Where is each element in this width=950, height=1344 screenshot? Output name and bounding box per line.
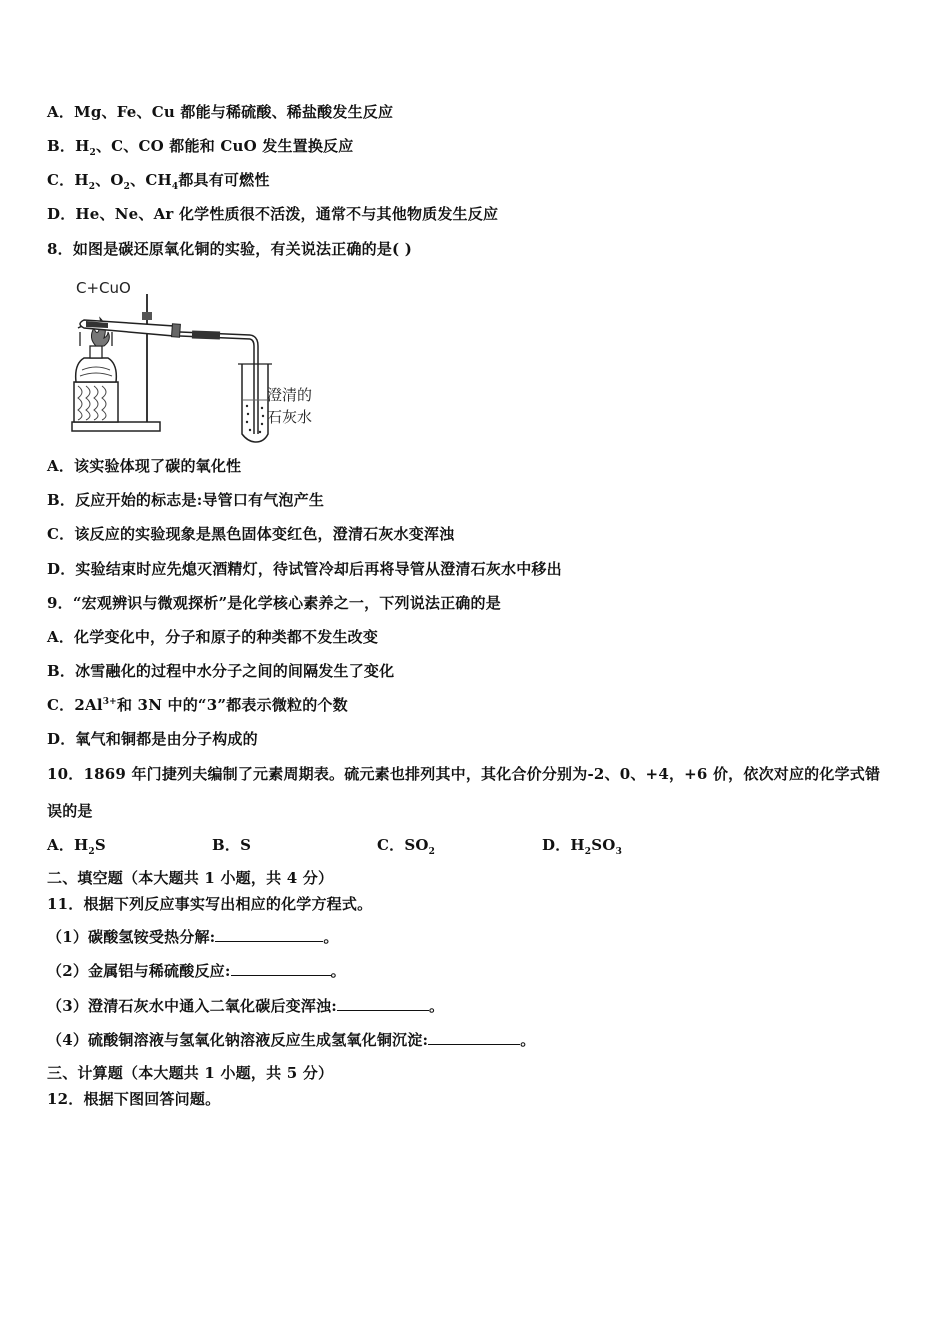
option-text: 氧气和铜都是由分子构成的 bbox=[75, 730, 258, 748]
option-text: 和 3N 中的“3”都表示微粒的个数 bbox=[116, 696, 348, 714]
formula-part: H bbox=[75, 137, 90, 155]
option-letter: A． bbox=[47, 103, 75, 121]
q11-item-1 bbox=[47, 927, 339, 947]
q8-option-c bbox=[47, 524, 454, 544]
q10-stem-line2: 误的是 bbox=[47, 802, 93, 820]
q7-option-a bbox=[47, 102, 393, 122]
option-letter: B． bbox=[212, 836, 241, 854]
option-letter: D． bbox=[47, 205, 76, 223]
option-text: 该实验体现了碳的氧化性 bbox=[74, 457, 242, 475]
option-text: 实验结束时应先熄灭酒精灯，待试管冷却后再将导管从澄清石灰水中移出 bbox=[75, 560, 562, 578]
answer-blank[interactable] bbox=[231, 961, 331, 976]
superscript: 3+ bbox=[102, 697, 117, 707]
item-text: （2）金属铝与稀硫酸反应: bbox=[47, 962, 231, 980]
q10-stem-line1: 10．1869 年门捷列夫编制了元素周期表。硫元素也排列其中，其化合价分别为-2、0、+4，+6 价，依次对应的化学式错 bbox=[47, 765, 881, 783]
subscript: 2 bbox=[428, 847, 436, 857]
q10-option-a bbox=[47, 835, 106, 855]
q11-stem: 11．根据下列反应事实写出相应的化学方程式。 bbox=[47, 895, 373, 913]
option-letter: D． bbox=[47, 560, 76, 578]
liquid-label-line2: 石灰水 bbox=[267, 408, 313, 426]
alcohol-lamp bbox=[76, 358, 117, 382]
option-letter: A． bbox=[47, 836, 75, 854]
q8-option-b bbox=[47, 490, 324, 510]
option-letter: C． bbox=[47, 171, 75, 189]
reagent-label: C+CuO bbox=[76, 279, 131, 297]
item-end: 。 bbox=[330, 962, 346, 980]
option-text: He、Ne、Ar 化学性质很不活泼，通常不与其他物质发生反应 bbox=[75, 205, 499, 223]
q10-option-c bbox=[377, 835, 435, 855]
subscript: 2 bbox=[88, 847, 95, 857]
section2-title: 二、填空题（本大题共 1 小题，共 4 分） bbox=[47, 869, 334, 887]
option-text: 该反应的实验现象是黑色固体变红色，澄清石灰水变浑浊 bbox=[74, 525, 455, 543]
clamp bbox=[142, 312, 152, 320]
formula-part: S bbox=[94, 836, 106, 854]
subscript: 2 bbox=[584, 847, 592, 857]
q7-option-c bbox=[47, 170, 270, 190]
option-letter: A． bbox=[47, 457, 75, 475]
q12-stem: 12．根据下图回答问题。 bbox=[47, 1090, 221, 1108]
subscript: 4 bbox=[171, 182, 179, 192]
q9-option-c bbox=[47, 695, 348, 715]
apparatus-figure bbox=[62, 274, 332, 444]
liquid-label-line1: 澄清的 bbox=[267, 386, 313, 404]
formula-part: 2Al bbox=[74, 696, 103, 714]
option-letter: B． bbox=[47, 137, 76, 155]
q8-option-d bbox=[47, 559, 562, 579]
item-text: （4）硫酸铜溶液与氢氧化钠溶液反应生成氢氧化铜沉淀: bbox=[47, 1031, 429, 1049]
option-text: 冰雪融化的过程中水分子之间的间隔发生了变化 bbox=[75, 662, 395, 680]
item-end: 。 bbox=[323, 928, 339, 946]
q8-option-a bbox=[47, 456, 241, 476]
stand-base bbox=[72, 422, 160, 431]
answer-blank[interactable] bbox=[337, 996, 429, 1011]
answer-blank[interactable] bbox=[215, 927, 323, 942]
item-end: 。 bbox=[520, 1031, 536, 1049]
option-letter: D． bbox=[47, 730, 76, 748]
q8-stem: 8．如图是碳还原氧化铜的实验，有关说法正确的是( ) bbox=[47, 240, 413, 258]
item-end: 。 bbox=[428, 997, 445, 1015]
q9-stem: 9．“宏观辨识与微观探析”是化学核心素养之一，下列说法正确的是 bbox=[47, 594, 501, 612]
option-letter: B． bbox=[47, 491, 76, 509]
q11-item-2 bbox=[47, 961, 346, 981]
option-letter: A． bbox=[47, 628, 75, 646]
q9-option-b bbox=[47, 661, 394, 681]
option-letter: C． bbox=[47, 525, 75, 543]
subscript: 2 bbox=[88, 182, 96, 192]
subscript: 3 bbox=[615, 847, 623, 857]
rubber-tube bbox=[192, 331, 220, 340]
formula-part: SO bbox=[591, 836, 616, 854]
formula-part: H bbox=[74, 836, 89, 854]
option-text: 、C、CO 都能和 CuO 发生置换反应 bbox=[95, 137, 354, 155]
q10-option-b bbox=[212, 835, 251, 855]
option-letter: D． bbox=[542, 836, 571, 854]
formula-part: 、O bbox=[95, 171, 124, 189]
option-text: 都具有可燃性 bbox=[178, 171, 270, 189]
q7-option-d bbox=[47, 204, 498, 224]
option-letter: C． bbox=[377, 836, 405, 854]
subscript: 2 bbox=[89, 148, 96, 158]
formula-part: 、CH bbox=[130, 171, 172, 189]
item-text: （3）澄清石灰水中通入二氧化碳后变浑浊: bbox=[47, 997, 337, 1015]
q7-option-b bbox=[47, 136, 353, 156]
answer-blank[interactable] bbox=[428, 1030, 520, 1045]
q11-item-3 bbox=[47, 996, 444, 1016]
option-letter: B． bbox=[47, 662, 76, 680]
item-text: （1）碳酸氢铵受热分解: bbox=[47, 928, 216, 946]
formula-part: H bbox=[74, 171, 89, 189]
q10-option-d bbox=[542, 835, 622, 855]
option-text: 化学变化中，分子和原子的种类都不发生改变 bbox=[74, 628, 379, 646]
q9-option-a bbox=[47, 627, 378, 647]
q11-item-4 bbox=[47, 1030, 535, 1050]
formula-part: H bbox=[570, 836, 585, 854]
q9-option-d bbox=[47, 729, 258, 749]
option-text: 反应开始的标志是:导管口有气泡产生 bbox=[75, 491, 325, 509]
receiving-tube bbox=[242, 364, 268, 442]
option-text: Mg、Fe、Cu 都能与稀硫酸、稀盐酸发生反应 bbox=[74, 103, 394, 121]
section3-title: 三、计算题（本大题共 1 小题，共 5 分） bbox=[47, 1064, 334, 1082]
option-letter: C． bbox=[47, 696, 75, 714]
formula-part: SO bbox=[404, 836, 429, 854]
formula-part: S bbox=[240, 836, 252, 854]
subscript: 2 bbox=[123, 182, 131, 192]
